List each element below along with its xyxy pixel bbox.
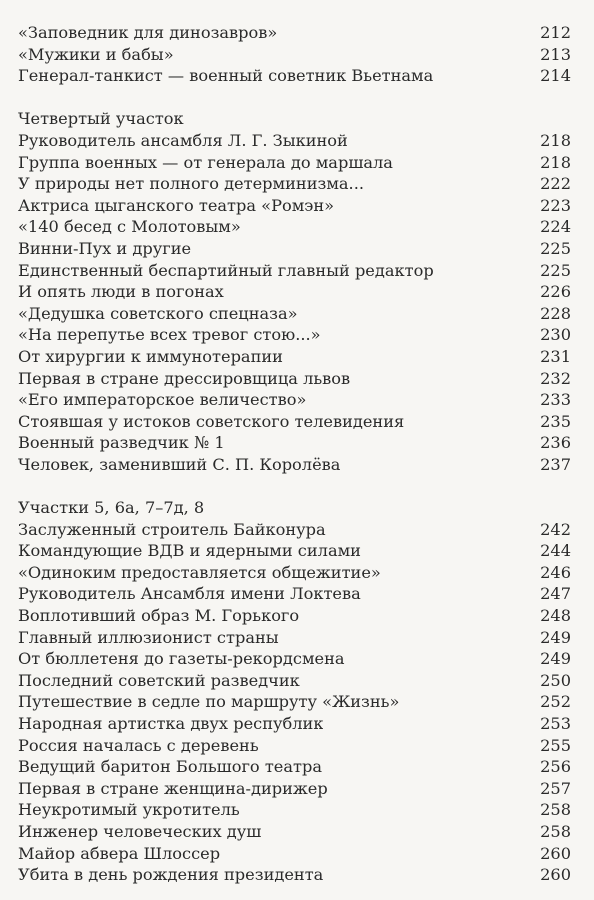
toc-entry [18, 432, 571, 454]
entry-title: «Мужики и бабы» [18, 44, 174, 64]
entry-page-number: 242 [540, 519, 571, 539]
entry-page-number: 252 [540, 692, 571, 712]
entry-title: Последний советский разведчик [18, 670, 300, 690]
entry-page-number: 258 [540, 821, 571, 841]
entry-title: Руководитель Ансамбля имени Локтева [18, 584, 361, 604]
entry-page-number: 257 [540, 778, 571, 798]
entry-page-number: 218 [540, 130, 571, 150]
entry-title: «Его императорское величество» [18, 390, 307, 410]
toc-entry [18, 281, 571, 303]
entry-title: И опять люди в погонах [18, 282, 224, 302]
entry-title: Убита в день рождения президента [18, 865, 324, 885]
entry-title: «На перепутье всех тревог стою...» [18, 325, 321, 345]
entry-page-number: 223 [540, 195, 571, 215]
entry-title: Стоявшая у истоков советского телевидения [18, 411, 405, 431]
entry-page-number: 225 [540, 260, 571, 280]
entry-page-number: 231 [540, 346, 571, 366]
toc-entry [18, 799, 571, 821]
entry-page-number: 255 [540, 735, 571, 755]
toc-entry [18, 260, 571, 282]
entry-title: Неукротимый укротитель [18, 800, 240, 820]
entry-title: Руководитель ансамбля Л. Г. Зыкиной [18, 130, 348, 150]
entry-page-number: 236 [540, 433, 571, 453]
toc-entry [18, 583, 571, 605]
entry-page-number: 247 [540, 584, 571, 604]
entry-page-number: 246 [540, 562, 571, 582]
entry-title: «140 бесед с Молотовым» [18, 217, 241, 237]
entry-page-number: 213 [540, 44, 571, 64]
toc-entry [18, 691, 571, 713]
toc-entry [18, 778, 571, 800]
toc-entry [18, 238, 571, 260]
toc-entry [18, 756, 571, 778]
entry-page-number: 235 [540, 411, 571, 431]
toc-entry [18, 540, 571, 562]
entry-title: Майор абвера Шлоссер [18, 843, 221, 863]
entry-page-number: 244 [540, 541, 571, 561]
entry-page-number: 258 [540, 800, 571, 820]
entry-page-number: 224 [540, 217, 571, 237]
entry-page-number: 228 [540, 303, 571, 323]
entry-title: Главный иллюзионист страны [18, 627, 279, 647]
entry-page-number: 233 [540, 390, 571, 410]
entry-page-number: 250 [540, 670, 571, 690]
toc-entry [18, 389, 571, 411]
toc-entry [18, 648, 571, 670]
entry-title: «Одиноким предоставляется общежитие» [18, 562, 381, 582]
entry-title: У природы нет полного детерминизма... [18, 174, 364, 194]
entry-page-number: 226 [540, 282, 571, 302]
entry-page-number: 237 [540, 454, 571, 474]
entry-title: Народная артистка двух республик [18, 714, 324, 733]
toc-entry [18, 368, 571, 390]
entry-title: Командующие ВДВ и ядерными силами [18, 541, 361, 561]
toc-entry [18, 735, 571, 757]
section-spacer [18, 475, 571, 497]
entry-page-number: 260 [540, 843, 571, 863]
toc-entry [18, 713, 571, 735]
toc-entry [18, 605, 571, 627]
toc-entry [18, 173, 571, 195]
entry-title: Единственный беспартийный главный редактор [18, 260, 434, 280]
entry-title: Генерал-танкист — военный советник Вьетнама [18, 66, 434, 86]
toc-entry [18, 670, 571, 692]
entry-title: Россия началась с деревень [18, 735, 259, 755]
entry-page-number: 214 [540, 66, 571, 86]
entry-page-number: 256 [540, 757, 571, 777]
entry-title: Группа военных — от генерала до маршала [18, 152, 393, 172]
entry-page-number: 253 [540, 714, 571, 733]
entry-page-number: 232 [540, 368, 571, 388]
entry-title: «Заповедник для динозавров» [18, 23, 278, 42]
entry-title: Воплотивший образ М. Горького [18, 606, 300, 626]
entry-page-number: 248 [540, 606, 571, 626]
entry-title: Первая в стране женщина-дирижер [18, 778, 328, 798]
entry-title: Человек, заменивший С. П. Королёва [18, 454, 341, 474]
section-heading: Четвертый участок [18, 109, 184, 129]
toc-entry [18, 130, 571, 152]
toc-entry [18, 562, 571, 584]
entry-title: Первая в стране дрессировщица львов [18, 368, 351, 388]
entry-title: От бюллетеня до газеты-рекордсмена [18, 649, 345, 669]
entry-page-number: 249 [540, 649, 571, 669]
entry-title: От хирургии к иммунотерапии [18, 346, 283, 366]
toc-entry [18, 411, 571, 433]
entry-page-number: 230 [540, 325, 571, 345]
section-heading: Участки 5, 6а, 7–7д, 8 [18, 498, 205, 518]
entry-title: «Дедушка советского спецназа» [18, 303, 298, 323]
toc-entry [18, 454, 571, 476]
entry-title: Заслуженный строитель Байконура [18, 519, 326, 539]
entry-page-number: 260 [540, 865, 571, 885]
toc-entry [18, 324, 571, 346]
toc-entry [18, 864, 571, 886]
toc-entry [18, 44, 571, 66]
entry-title: Путешествие в седле по маршруту «Жизнь» [18, 692, 400, 712]
toc-entry [18, 195, 571, 217]
entry-page-number: 212 [540, 23, 571, 42]
toc-entry [18, 22, 571, 44]
toc-entry [18, 843, 571, 865]
toc-entry [18, 627, 571, 649]
section-spacer [18, 87, 571, 109]
entry-title: Актриса цыганского театра «Ромэн» [18, 195, 335, 215]
entry-page-number: 249 [540, 627, 571, 647]
toc-entry [18, 346, 571, 368]
toc-entry [18, 152, 571, 174]
entry-title: Инженер человеческих душ [18, 821, 262, 841]
entry-title: Военный разведчик № 1 [18, 433, 225, 453]
toc-entry [18, 303, 571, 325]
toc-entry [18, 821, 571, 843]
entry-title: Винни-Пух и другие [18, 238, 192, 258]
toc-entry [18, 519, 571, 541]
entry-page-number: 218 [540, 152, 571, 172]
entry-page-number: 222 [540, 174, 571, 194]
toc-entry [18, 65, 571, 87]
entry-title: Ведущий баритон Большого театра [18, 757, 322, 777]
toc-entry [18, 216, 571, 238]
entry-page-number: 225 [540, 238, 571, 258]
